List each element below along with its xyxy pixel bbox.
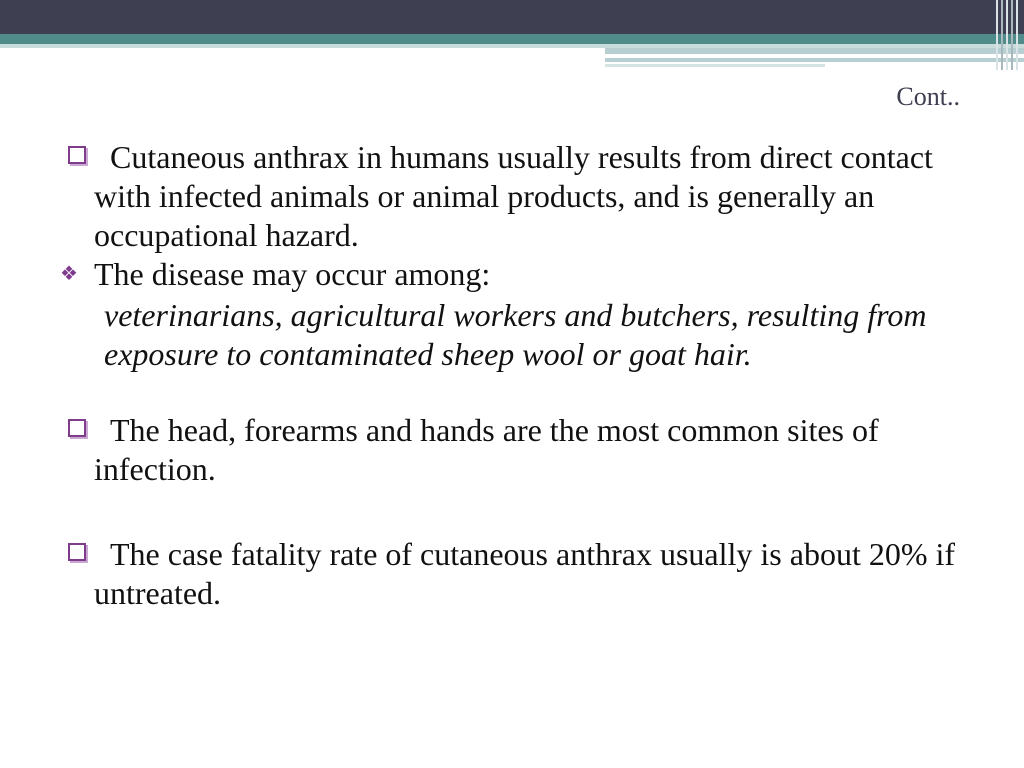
slide-body (60, 138, 958, 613)
header-band-teal (0, 34, 1024, 44)
bullet-item (68, 411, 958, 489)
bullet-text: The disease may occur among: (94, 256, 491, 292)
bullet-item (60, 255, 958, 294)
bullet-item (68, 535, 958, 613)
header-band-light (605, 48, 1024, 54)
diamond-bullet-icon: ❖ (60, 263, 78, 285)
sub-bullet-text: veterinarians, agricultural workers and butchers, resulting from exposure to contaminated sheep wool or goat hair. (104, 297, 927, 372)
square-bullet-icon (68, 146, 86, 164)
slide-title: Cont.. (896, 82, 960, 111)
header-band-light (605, 64, 825, 67)
bullet-text: Cutaneous anthrax in humans usually results from direct contact with infected animals or animal products, and is generally an occupational hazard. (94, 139, 933, 253)
header-band-dark (0, 0, 1024, 34)
header-vertical-lines (996, 0, 1018, 70)
bullet-text: The case fatality rate of cutaneous anthrax usually is about 20% if untreated. (94, 536, 956, 611)
bullet-item (68, 138, 958, 255)
square-bullet-icon (68, 419, 86, 437)
header-band-light (605, 58, 1024, 62)
square-bullet-icon (68, 543, 86, 561)
bullet-text: The head, forearms and hands are the most common sites of infection. (94, 412, 879, 487)
